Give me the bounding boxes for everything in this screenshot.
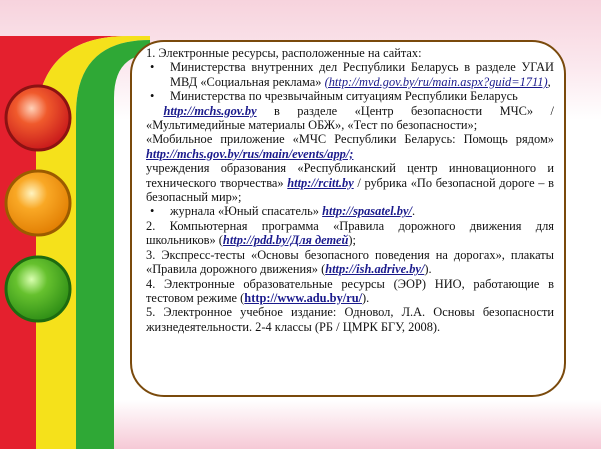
pdd-text: 2. Компьютерная программа «Правила дорожного движения для школьников» (	[146, 218, 554, 248]
rcitt-institution	[146, 161, 554, 204]
item-5-edition: 5. Электронное учебное издание: Одновол, Л.А. Основы безопасности жизнедеятельности. 2-4 классы (РБ / ЦМРК БГУ, 2008).	[146, 305, 554, 334]
rcitt-text: учреждения образования «Республиканский центр инновационного и технического творчества»	[146, 161, 554, 190]
mchs-app-text: «Мобильное приложение «МЧС Республики Беларусь: Помощь рядом»	[146, 132, 554, 147]
pdd-link[interactable]: http://pdd.by/Для детей	[222, 233, 349, 248]
mchs-app-link[interactable]: http://mchs.gov.by/rus/main/events/app/;	[146, 146, 354, 161]
mchs-details	[146, 104, 554, 133]
eor-end: ).	[362, 290, 370, 305]
adrive-link[interactable]: http://ish.adrive.by/	[325, 262, 425, 277]
rcitt-rest: / рубрика «По безопасной дороге – в безопасный мир»;	[146, 175, 554, 205]
item-4-eor	[146, 277, 554, 306]
resource-text	[146, 46, 554, 334]
mchs-text: Министерства по чрезвычайным ситуациям Республики Беларусь	[170, 89, 518, 104]
red-lamp	[6, 86, 70, 150]
spasatel-end: .	[411, 204, 416, 219]
item-3-tests	[146, 248, 554, 277]
list-item-spasatel	[146, 204, 554, 218]
spasatel-text: журнала «Юный спасатель»	[170, 204, 319, 219]
mchs-rest: в разделе «Центр безопасности МЧС» / «Мультимедийные материалы ОБЖ», «Тест по безопасности»;	[146, 103, 554, 133]
mvd-link[interactable]: (http://mvd.gov.by/ru/main.aspx?guid=1711)	[324, 74, 548, 89]
pdd-end: );	[348, 233, 356, 248]
list-item-mvd	[146, 60, 554, 89]
tests-end: ).	[424, 262, 432, 277]
list-item-mchs	[146, 89, 554, 103]
eor-text: 4. Электронные образовательные ресурсы (ЭОР) НИО, работающие в тестовом режиме (	[146, 276, 554, 305]
mvd-end: ,	[547, 74, 551, 89]
yellow-lamp	[6, 171, 70, 235]
adu-link[interactable]: http://www.adu.by/ru/	[244, 290, 363, 305]
item-2-pdd	[146, 219, 554, 248]
rcitt-link[interactable]: http://rcitt.by	[287, 175, 354, 190]
green-lamp	[6, 257, 70, 321]
content-panel	[130, 40, 566, 397]
tests-text: 3. Экспресс-тесты «Основы безопасного поведения на дорогах», плакаты «Правила дорожного движения» (	[146, 247, 554, 277]
mchs-app	[146, 132, 554, 161]
item-1-heading: 1. Электронные ресурсы, расположенные на сайтах:	[146, 46, 422, 60]
spasatel-link[interactable]: http://spasatel.by/	[322, 204, 412, 219]
mchs-link[interactable]: http://mchs.gov.by	[163, 103, 257, 118]
mvd-text: Министерства внутренних дел Республики Беларусь в разделе УГАИ МВД «Социальная реклама»	[170, 60, 554, 89]
